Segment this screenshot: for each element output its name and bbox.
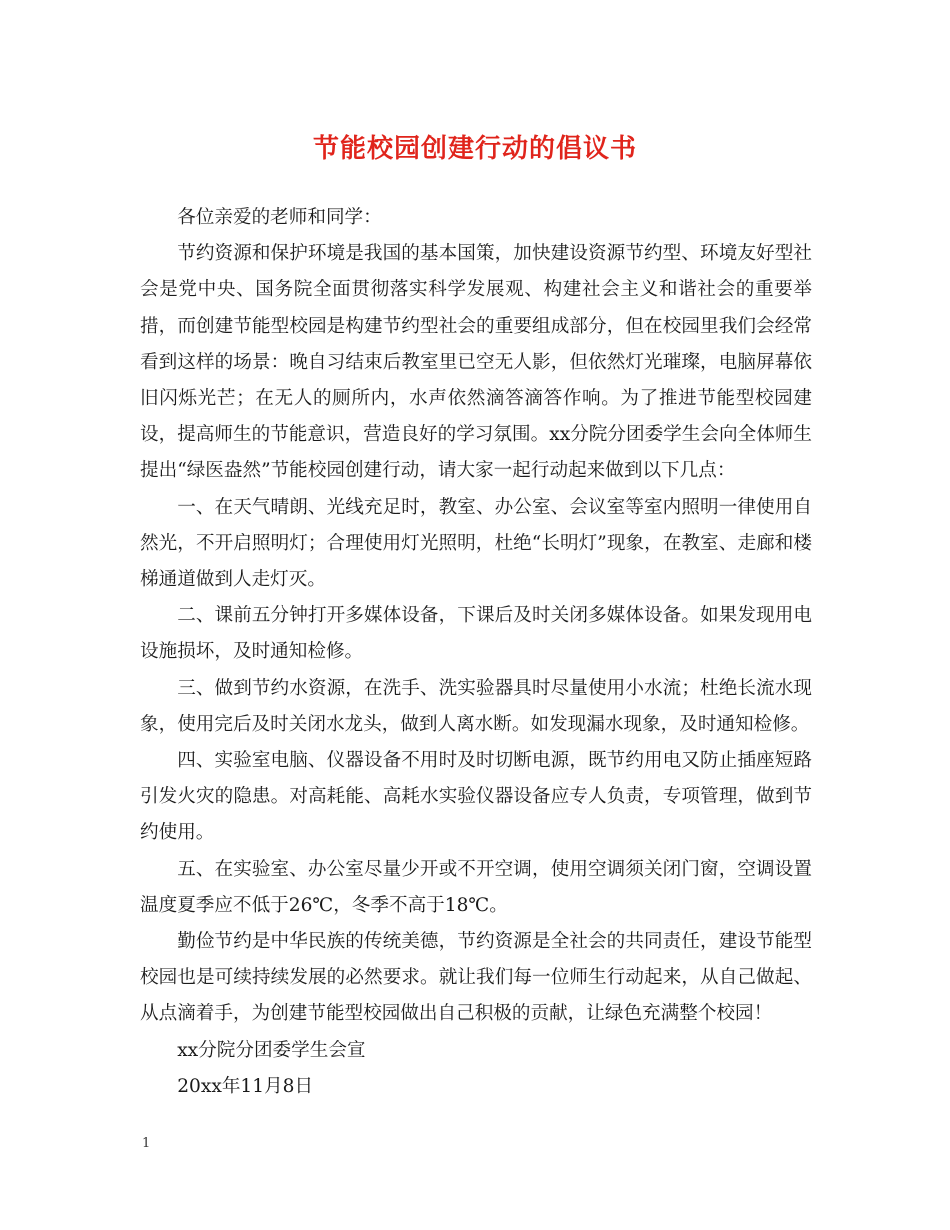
paragraph-item-4: 四、实验室电脑、仪器设备不用时及时切断电源，既节约用电又防止插座短路引发火灾的隐患。对高耗能、高耗水实验仪器设备应专人负责，专项管理，做到节约使用。	[140, 750, 812, 844]
page-title: 节能校园创建行动的倡议书	[312, 134, 637, 164]
document-body	[140, 200, 812, 1105]
date: 20xx年11月8日	[177, 1075, 314, 1097]
salutation: 各位亲爱的老师和同学：	[177, 207, 382, 228]
page-number: 1	[142, 1136, 151, 1151]
paragraph-item-2: 二、课前五分钟打开多媒体设备，下课后及时关闭多媒体设备。如果发现用电设施损坏，及时通知检修。	[140, 605, 812, 663]
paragraph-intro: 节约资源和保护环境是我国的基本国策，加快建设资源节约型、环境友好型社会是党中央、国务院全面贯彻落实科学发展观、构建社会主义和谐社会的重要举措，而创建节能型校园是构建节约型社会的重要组成部分，但在校园里我们会经常看到这样的场景：晚自习结束后教室里已空无人影，但依然灯光璀璨，电脑屏幕依旧闪烁光芒；在无人的厕所内，水声依然滴答滴答作响。为了推进节能型校园建设，提高师生的节能意识，营造良好的学习氛围。xx分院分团委学生会向全体师生提出“绿医盎然”节能校园创建行动，请大家一起行动起来做到以下几点：	[140, 243, 812, 482]
paragraph-item-1: 一、在天气晴朗、光线充足时，教室、办公室、会议室等室内照明一律使用自然光，不开启照明灯；合理使用灯光照明，杜绝“长明灯”现象，在教室、走廊和楼梯通道做到人走灯灭。	[140, 496, 812, 591]
paragraph-item-5: 五、在实验室、办公室尽量少开或不开空调，使用空调须关闭门窗，空调设置温度夏季应不低于26℃，冬季不高于18℃。	[140, 858, 812, 916]
paragraph-closing: 勤俭节约是中华民族的传统美德，节约资源是全社会的共同责任，建设节能型校园也是可续持续发展的必然要求。就让我们每一位师生行动起来，从自己做起、从点滴着手，为创建节能型校园做出自己积极的贡献，让绿色充满整个校园！	[140, 931, 812, 1025]
signature: xx分院分团委学生会宣	[177, 1039, 366, 1061]
paragraph-item-3: 三、做到节约水资源，在洗手、洗实验器具时尽量使用小水流；杜绝长流水现象，使用完后及时关闭水龙头，做到人离水断。如发现漏水现象，及时通知检修。	[140, 677, 812, 735]
